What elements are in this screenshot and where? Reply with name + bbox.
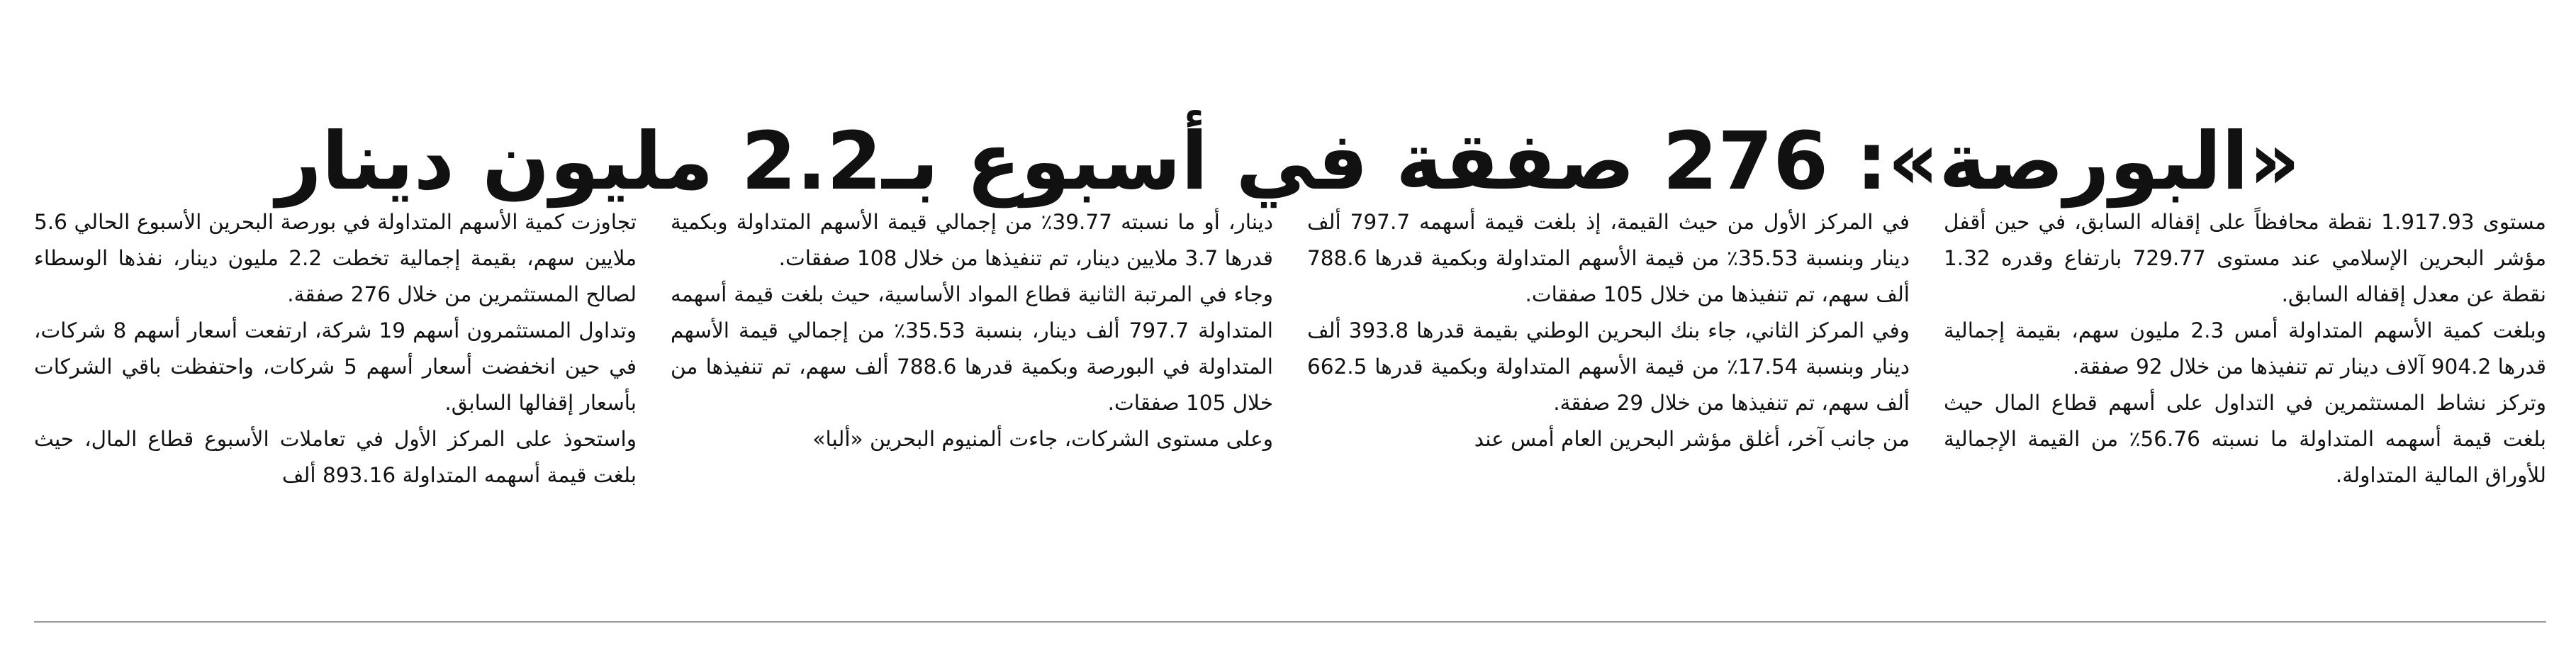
- article-body: [34, 204, 2546, 587]
- paragraph: تجاوزت كمية الأسهم المتداولة في بورصة البحرين الأسبوع الحالي 5.6 ملايين سهم، بقيمة إجمالية تخطت 2.2 مليون دينار، نفذها الوسطاء لصالح المستثمرين من خلال 276 صفقة.: [34, 210, 637, 306]
- paragraph: مستوى 1.917.93 نقطة محافظاً على إقفاله السابق، في حين أقفل مؤشر البحرين الإسلامي عند مستوى 729.77 بارتفاع وقدره 1.32 نقطة عن معدل إقفاله السابق.: [1944, 210, 2546, 306]
- paragraph: واستحوذ على المركز الأول في تعاملات الأسبوع قطاع المال، حيث بلغت قيمة أسهمه المتداولة 893.16 ألف: [34, 427, 637, 487]
- article-column-4: [1944, 204, 2546, 587]
- article-headline: «البورصة»: 276 صفقة في أسبوع بـ2.2 مليون دينار: [276, 116, 2300, 208]
- paragraph: وجاء في المرتبة الثانية قطاع المواد الأساسية، حيث بلغت قيمة أسهمه المتداولة 797.7 ألف دينار، بنسبة 35.53٪ من إجمالي قيمة الأسهم المتداولة في البورصة وبكمية قدرها 788.6 ألف سهم، تم تنفيذها من خلال 105 صفقات.: [671, 282, 1273, 415]
- paragraph: دينار، أو ما نسبته 39.77٪ من إجمالي قيمة الأسهم المتداولة وبكمية قدرها 3.7 ملايين دينار، تم تنفيذها من خلال 108 صفقات.: [671, 210, 1273, 270]
- article-column-1: [34, 204, 637, 587]
- paragraph: وعلى مستوى الشركات، جاءت ألمنيوم البحرين «ألبا»: [812, 427, 1273, 451]
- article-column-2: [671, 204, 1273, 587]
- paragraph: وتركز نشاط المستثمرين في التداول على أسهم قطاع المال حيث بلغت قيمة أسهمه المتداولة ما نسبته 56.76٪ من القيمة الإجمالية للأوراق المالية المتداولة.: [1944, 391, 2546, 487]
- paragraph: وبلغت كمية الأسهم المتداولة أمس 2.3 مليون سهم، بقيمة إجمالية قدرها 904.2 آلاف دينار تم تنفيذها من خلال 92 صفقة.: [1944, 318, 2546, 379]
- article-column-3: [1307, 204, 1910, 587]
- bottom-divider: [34, 621, 2546, 623]
- paragraph: من جانب آخر، أغلق مؤشر البحرين العام أمس عند: [1474, 427, 1910, 451]
- paragraph: وتداول المستثمرون أسهم 19 شركة، ارتفعت أسعار أسهم 8 شركات، في حين انخفضت أسعار أسهم 5 شركات، واحتفظت باقي الشركات بأسعار إقفالها السابق.: [34, 318, 637, 415]
- paragraph: في المركز الأول من حيث القيمة، إذ بلغت قيمة أسهمه 797.7 ألف دينار وبنسبة 35.53٪ من قيمة الأسهم المتداولة وبكمية قدرها 788.6 ألف سهم، تم تنفيذها من خلال 105 صفقات.: [1307, 210, 1910, 306]
- paragraph: وفي المركز الثاني، جاء بنك البحرين الوطني بقيمة قدرها 393.8 ألف دينار وبنسبة 17.54٪ من قيمة الأسهم المتداولة وبكمية قدرها 662.5 ألف سهم، تم تنفيذها من خلال 29 صفقة.: [1307, 318, 1910, 415]
